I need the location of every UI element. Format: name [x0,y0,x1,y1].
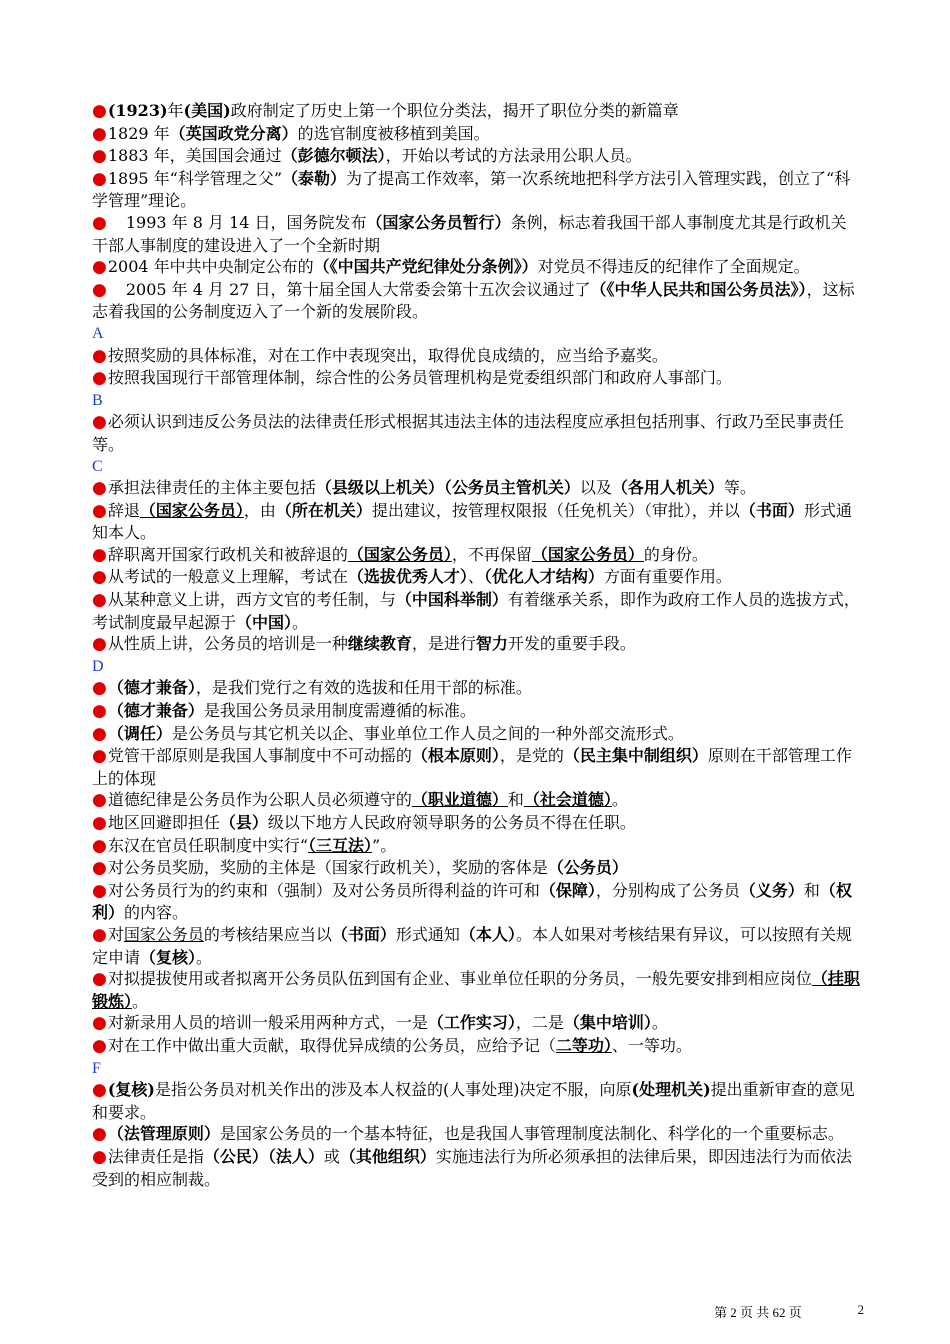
bold-term: （法管理原则） [107,1124,220,1144]
text-run: 对 [107,924,124,944]
list-item [92,700,862,723]
list-item [92,880,862,924]
bullet-icon: ● [92,969,107,990]
bullet-icon: ● [92,813,107,833]
text-run: ，开始以考试的方法录用公职人员。 [385,146,642,166]
bold-term: 继续教育 [347,634,412,654]
text-run: 地区回避即担任 [107,813,220,832]
list-item [92,677,862,700]
text-run: 必须认识到违反公务员法的法律责任形式根据其违法主体的违法程度应承担包括刑事、行政乃至民事责任等。 [92,412,844,454]
bullet-icon: ● [92,1080,107,1101]
text-run: 政府制定了历史上第一个职位分类法，揭开了职位分类的新篇章 [230,101,679,120]
bullet-icon: ● [92,1035,107,1056]
text-run: 的内容。 [124,903,189,923]
list-item [92,633,862,656]
list-item [92,367,862,390]
text-run: 东汉在官员任职制度中实行“ [107,835,309,855]
text-run: ，分别构成了公务员 [595,880,740,900]
section-header-b: B [92,391,103,409]
bold-term: （书面） [739,500,804,520]
text-run: 有着继承关系，即作为政府工作人员的选拔方式，考试制度最早起源于 [92,590,860,632]
text-run: 1829 年 [107,123,170,143]
list-item [92,1146,862,1190]
bold-term: （中国科举制） [395,590,508,610]
text-run: 的考核结果应当以 [203,924,332,944]
bold-term: （调任） [107,723,172,743]
text-run: ”。 [372,835,397,855]
text-run: 条例，标志着我国干部人事制度尤其是行政机关干部人事制度的建设进入了一个全新时期 [92,212,847,255]
bullet-icon: ● [92,257,107,278]
text-run: 。 [196,947,213,967]
text-run: 是国家公务员的一个基本特征，也是我国人事管理制度法制化、科学化的一个重要标志。 [219,1124,844,1144]
bullet-icon: ● [92,590,107,611]
bold-term: （德才兼备） [107,678,196,698]
bold-term: 智力 [475,634,508,654]
bullet-icon: ● [92,746,107,767]
text-run: 等。 [723,478,756,498]
bold-underlined-term [140,501,244,520]
bold-term: （选拔优秀人才） [347,567,468,587]
text-run: 的选官制度被移植到美国。 [297,123,490,143]
text-run: 1993 年 8 月 14 日，国务院发布 [125,212,367,232]
text-run: 为了提高工作效率，第一次系统地把科学方法引入管理实践，创立了“科学管理”理论。 [92,168,851,211]
section-header-a: A [92,324,104,342]
text-run: ，二是 [515,1013,564,1033]
bold-term: (处理机关) [631,1080,711,1100]
bold-term: (美国) [183,101,231,120]
list-item [92,145,862,168]
text-run: 方面有重要作用。 [603,567,732,587]
bold-term: （公民）（法人） [203,1146,324,1166]
text-run: 辞职离开国家行政机关和被辞退的 [107,544,348,564]
list-item [92,835,862,858]
bullet-icon: ● [92,101,107,121]
bold-term: （义务） [739,880,804,900]
bullet-icon: ● [92,790,107,811]
bullet-icon: ● [92,123,107,144]
bold-term: （其他组织） [339,1146,436,1166]
text-run: 。 [132,991,149,1011]
bullet-icon: ● [92,212,107,233]
bullet-icon: ● [92,634,107,655]
bold-term: （根本原则） [411,746,500,766]
list-item [92,857,862,880]
text-run: 对公务员奖励，奖励的主体是（国家行政机关），奖励的客体是 [107,858,548,878]
text-run: 年 [167,101,184,120]
text-run: 和 [507,790,524,810]
page-count-label: 第 2 页 共 62 页 [714,1305,802,1320]
bold-term: （公务员） [547,858,628,878]
section-header-d: D [92,657,104,675]
text-run: 。 [651,1013,668,1033]
bullet-icon: ● [92,279,107,300]
bold-term: （权利） [92,880,852,923]
text-run: 法律责任是指 [107,1146,204,1166]
text-run: 对在工作中做出重大贡献，取得优异成绩的公务员，应给予记（ [107,1035,556,1055]
list-item [92,1035,862,1058]
bold-underlined-term [412,790,508,809]
bold-term: （泰勒） [282,168,347,188]
text-run: 道德纪律是公务员作为公职人员必须遵守的 [107,790,412,810]
text-run: 对拟提拔使用或者拟离开公务员队伍到国有企业、事业单位任职的分务员，一般先要安排到相应岗位 [107,969,812,989]
list-item [92,500,862,544]
bold-term: （书面） [331,924,396,944]
text-run: 1883 年，美国国会通过 [107,146,282,166]
bold-underlined-term [556,1036,612,1055]
bold-term: （复核） [140,947,197,967]
bold-underlined-term [348,545,452,564]
text-run: 。本人如果对考核结果有异议，可以按照有关规定申请 [92,924,852,967]
text-run: 实施违法行为所必须承担的法律后果，即因违法行为而依法受到的相应制裁。 [92,1146,852,1189]
bullet-icon: ● [92,1124,107,1145]
bold-term: （本人） [459,924,516,944]
text-run: 和 [803,880,820,900]
bullet-icon: ● [92,835,107,856]
text-run: 的身份。 [643,544,708,564]
section-header-f: F [92,1059,101,1077]
bold-term: （《中国共产党纪律处分条例》） [313,257,538,277]
text-run: 2004 年中共中央制定公布的 [107,257,314,277]
bold-term: （各用人机关） [611,478,724,498]
text-run: ，由 [243,500,276,520]
text-run: 级以下地方人民政府领导职务的公务员不得在任职。 [267,813,636,832]
bold-term: （优化人才结构） [483,567,604,587]
underlined-text: （职业道德） [411,790,508,810]
list-item [92,1123,862,1146]
text-run: 以及 [579,478,612,498]
page-footer [714,1302,864,1321]
bullet-icon: ● [92,544,107,565]
text-run: 从考试的一般意义上理解，考试在 [107,567,348,587]
bullet-icon: ● [92,412,107,433]
text-run: 2005 年 4 月 27 日，第十届全国人大常委会第十五次会议通过了 [125,279,591,299]
list-item [92,477,862,500]
list-item [92,123,862,146]
bold-underlined-term [524,790,612,809]
text-run: 形式通知本人。 [92,500,852,543]
list-item [92,789,862,812]
bullet-icon: ● [92,723,107,744]
list-item [92,279,862,323]
bold-term: （县） [219,813,268,832]
bold-term: （彭德尔顿法） [281,146,386,166]
bullet-icon: ● [92,168,107,189]
bullet-icon: ● [92,368,107,389]
section-header-c: C [92,457,103,475]
bold-term: （保障） [539,880,596,900]
text-run: ，是我们党行之有效的选拔和任用干部的标准。 [195,678,532,698]
list-item [92,589,862,633]
underlined-text: （社会道德） [523,790,612,810]
text-run: 从某种意义上讲，西方文官的考任制，与 [107,590,396,610]
list-item [92,745,862,789]
underlined-text: （挂职锻炼） [92,969,860,1011]
text-run: 辞退 [107,500,140,520]
bold-term: （英国政党分离） [169,123,298,143]
text-run: 对公务员行为的约束和（强制）及对公务员所得利益的许可和 [107,880,540,900]
bold-term: （工作实习） [427,1013,516,1033]
bold-term: （集中培训） [563,1013,652,1033]
page-number: 2 [857,1302,864,1317]
text-run: ，是进行 [411,634,476,654]
bold-underlined-term [532,545,644,564]
list-item [92,100,862,123]
bullet-icon: ● [92,1013,107,1034]
text-run: 。 [611,790,628,810]
list-item [92,1012,862,1035]
bullet-icon: ● [92,858,107,879]
text-run: 按照我国现行干部管理体制，综合性的公务员管理机构是党委组织部门和政府人事部门。 [107,368,732,388]
bold-term: （中国） [236,612,293,632]
list-item [92,723,862,746]
text-run: 从性质上讲，公务员的培训是一种 [107,634,348,654]
text-run: 。 [292,612,309,632]
bullet-icon: ● [92,701,107,722]
list-item [92,256,862,279]
list-item [92,544,862,567]
underlined-text: （国家公务员） [139,500,244,520]
list-item [92,168,862,212]
list-item [92,566,862,589]
list-item [92,212,862,256]
bullet-icon: ● [92,924,107,945]
bullet-icon: ● [92,567,107,588]
text-run: ，不再保留 [451,544,532,564]
bold-term: （德才兼备） [107,701,204,721]
bold-term: (1923) [107,101,168,120]
text-run: 是公务员与其它机关以企、事业单位工作人员之间的一种外部交流形式。 [171,723,684,743]
underlined-text: 国家公务员 [123,924,204,944]
bullet-icon: ● [92,345,107,366]
bullet-icon: ● [92,500,107,521]
text-run: 或 [323,1146,340,1166]
bold-term: （国家公务员暂行） [366,212,511,232]
text-run: 党管干部原则是我国人事制度中不可动摇的 [107,746,412,766]
bullet-icon: ● [92,880,107,901]
bold-term: （县级以上机关）（公务员主管机关） [315,478,580,498]
list-item [92,1079,862,1123]
text-run: 、 [467,567,484,587]
list-item [92,812,862,835]
text-run: ，是党的 [499,746,564,766]
underlined-text: （国家公务员） [347,544,452,564]
list-item [92,411,862,455]
text-run: 对党员不得违反的纪律作了全面规定。 [537,257,810,277]
bullet-icon: ● [92,146,107,167]
list-item [92,345,862,368]
bold-term: （所在机关） [275,500,372,520]
text-run: 、一等功。 [611,1035,692,1055]
list-item [92,968,862,1012]
bold-term: （民主集中制组织） [563,746,708,766]
bullet-icon: ● [92,478,107,499]
text-run: 是指公务员对机关作出的涉及本人权益的(人事处理)决定不服，向原 [155,1080,632,1100]
text-run: 对新录用人员的培训一般采用两种方式，一是 [107,1013,428,1033]
text-run: 1895 年“科学管理之父” [107,168,283,188]
bullet-icon: ● [92,678,107,699]
text-run: 开发的重要手段。 [507,634,636,654]
list-item [92,924,862,968]
text-run: 提出重新审查的意见和要求。 [92,1080,855,1122]
text-run: 承担法律责任的主体主要包括 [107,478,316,498]
bullet-icon: ● [92,1146,107,1167]
text-run: 原则在干部管理工作上的体现 [92,746,852,788]
text-run: 按照奖励的具体标准，对在工作中表现突出，取得优良成绩的，应当给予嘉奖。 [107,345,668,365]
text-run: 提出建议，按管理权限报（任免机关）（审批），并以 [371,500,740,520]
bold-underlined-term [308,836,372,855]
document-body [92,100,862,1190]
underlined-text: （三互法） [308,835,373,855]
bold-term: （《中华人民共和国公务员法》） [590,279,807,299]
bold-term: (复核) [107,1080,155,1100]
text-run: 是我国公务员录用制度需遵循的标准。 [203,701,476,721]
underlined-text: （国家公务员） [531,544,644,564]
text-run: ，这标志着我国的公务制度迈入了一个新的发展阶段。 [92,279,855,322]
underlined-text: 二等功） [555,1035,612,1055]
text-run: 形式通知 [395,924,460,944]
